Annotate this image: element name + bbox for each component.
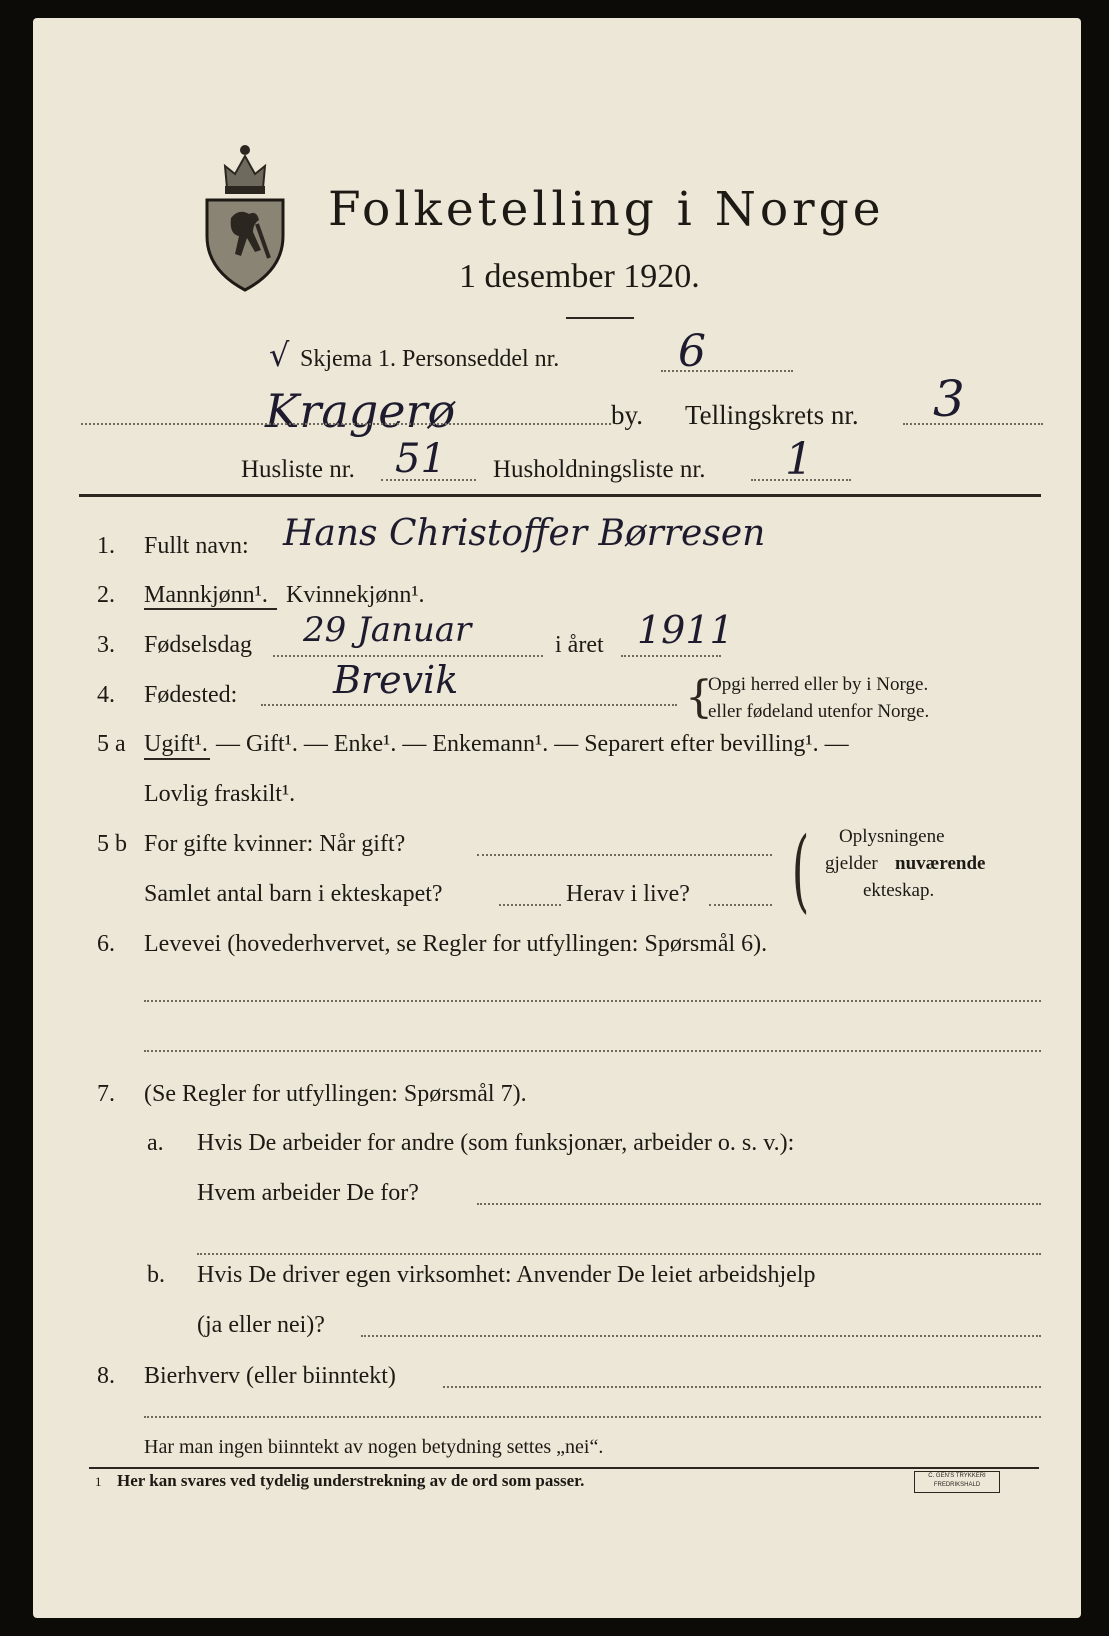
q2-male-option: Mannkjønn¹.	[144, 582, 268, 608]
q5a-other-options: — Gift¹. — Enke¹. — Enkemann¹. — Separert efter bevilling¹. —	[216, 731, 849, 757]
q5b-children-label: Samlet antal barn i ekteskapet?	[144, 881, 443, 907]
footnote-text: Her kan svares ved tydelig understrekning av de ord som passer.	[117, 1471, 585, 1490]
husliste-value: 51	[395, 436, 446, 482]
q6-label: Levevei (hovederhvervet, se Regler for utfyllingen: Spørsmål 6).	[144, 931, 768, 957]
q5b-note-line2b: nuværende	[895, 853, 986, 874]
tellingskrets-line	[903, 423, 1043, 425]
title-divider	[566, 317, 634, 319]
footer-divider	[89, 1467, 1039, 1469]
q7a-employer-label: Hvem arbeider De for?	[197, 1180, 419, 1206]
q4-birthplace-value: Brevik	[333, 658, 459, 702]
q5b-alive-label: Herav i live?	[566, 881, 690, 907]
q3-line	[273, 655, 543, 657]
census-form-page	[33, 18, 1081, 1618]
q2-female-option: Kvinnekjønn¹.	[286, 582, 425, 608]
skjema-checkmark: √	[269, 336, 290, 374]
footnote-mark: 1	[95, 1474, 102, 1489]
q5a-ugift-underline	[144, 758, 210, 760]
q3-year-line	[621, 655, 721, 657]
q7b-letter: b.	[147, 1262, 165, 1288]
q7a-employer-line	[477, 1203, 1041, 1205]
q5b-married-line	[477, 854, 772, 856]
q5a-number: 5 a	[97, 731, 126, 757]
q3-year-label: i året	[555, 632, 604, 658]
q4-number: 4.	[97, 682, 115, 708]
q8-extra-line	[144, 1416, 1041, 1418]
tellingskrets-label: Tellingskrets nr.	[685, 400, 859, 430]
q6-answer-line-1	[144, 1000, 1041, 1002]
census-date: 1 desember 1920.	[459, 258, 700, 295]
skjema-label: Skjema 1. Personseddel nr.	[300, 346, 560, 372]
q1-full-name-value: Hans Christoffer Børresen	[283, 513, 766, 554]
q8-number: 8.	[97, 1363, 115, 1389]
printer-city: FREDRIKSHALD	[933, 1482, 981, 1488]
q5b-note-line1: Oplysningene	[839, 826, 945, 847]
q4-note-brace: {	[685, 672, 713, 723]
q2-male-underline	[144, 608, 277, 610]
q8-label: Bierhverv (eller biinntekt)	[144, 1363, 396, 1389]
q1-label: Fullt navn:	[144, 533, 249, 559]
skjema-nr-value: 6	[678, 326, 706, 377]
q8-answer-line	[443, 1386, 1041, 1388]
q5b-number: 5 b	[97, 831, 127, 857]
q3-year-value: 1911	[637, 608, 734, 652]
q3-label: Fødselsdag	[144, 632, 252, 658]
tellingskrets-value: 3	[933, 370, 965, 428]
q7-number: 7.	[97, 1081, 115, 1107]
q7b-label: Hvis De driver egen virksomhet: Anvender De leiet arbeidshjelp	[197, 1262, 816, 1288]
norwegian-coat-of-arms-icon	[201, 138, 289, 293]
q5a-ugift-option: Ugift¹.	[144, 731, 208, 757]
q5b-children-line	[499, 904, 561, 906]
q7b-ja-nei-label: (ja eller nei)?	[197, 1312, 325, 1338]
q5a-lovlig-fraskilt-option: Lovlig fraskilt¹.	[144, 781, 296, 807]
town-value: Kragerø	[265, 384, 456, 438]
q5b-label: For gifte kvinner: Når gift?	[144, 831, 406, 857]
husholdningsliste-label: Husholdningsliste nr.	[493, 456, 706, 483]
q7a-letter: a.	[147, 1130, 164, 1156]
header-divider	[79, 494, 1041, 497]
form-title: Folketelling i Norge	[328, 182, 885, 237]
q2-number: 2.	[97, 582, 115, 608]
q7b-ja-nei-line	[361, 1335, 1041, 1337]
q5b-note-brace: (	[791, 818, 810, 923]
q8-note: Har man ingen biinntekt av nogen betydning settes „nei“.	[144, 1436, 604, 1458]
q6-number: 6.	[97, 931, 115, 957]
q7a-extra-line	[197, 1253, 1041, 1255]
q1-line	[281, 558, 1041, 560]
q6-answer-line-2	[144, 1050, 1041, 1052]
q3-number: 3.	[97, 632, 115, 658]
husliste-label: Husliste nr.	[241, 456, 355, 483]
q5b-note-line2a: gjelder	[825, 853, 878, 874]
q5b-alive-line	[709, 904, 772, 906]
q3-birthday-value: 29 Januar	[303, 610, 472, 650]
q4-line	[261, 704, 677, 706]
q7a-label: Hvis De arbeider for andre (som funksjonær, arbeider o. s. v.):	[197, 1130, 795, 1156]
q5b-note-line3: ekteskap.	[863, 880, 935, 901]
q4-note-line1: Opgi herred eller by i Norge.	[708, 674, 929, 695]
printer-mark	[914, 1471, 1000, 1493]
q4-label: Fødested:	[144, 682, 238, 708]
q7-label: (Se Regler for utfyllingen: Spørsmål 7).	[144, 1081, 527, 1107]
town-line	[81, 423, 611, 425]
q1-number: 1.	[97, 533, 115, 559]
by-label: by.	[611, 400, 643, 430]
husholdningsliste-value: 1	[785, 434, 813, 485]
q4-note-line2: eller fødeland utenfor Norge.	[708, 701, 930, 722]
printer-name: C. GEN’S TRYKKERI	[928, 1473, 986, 1479]
